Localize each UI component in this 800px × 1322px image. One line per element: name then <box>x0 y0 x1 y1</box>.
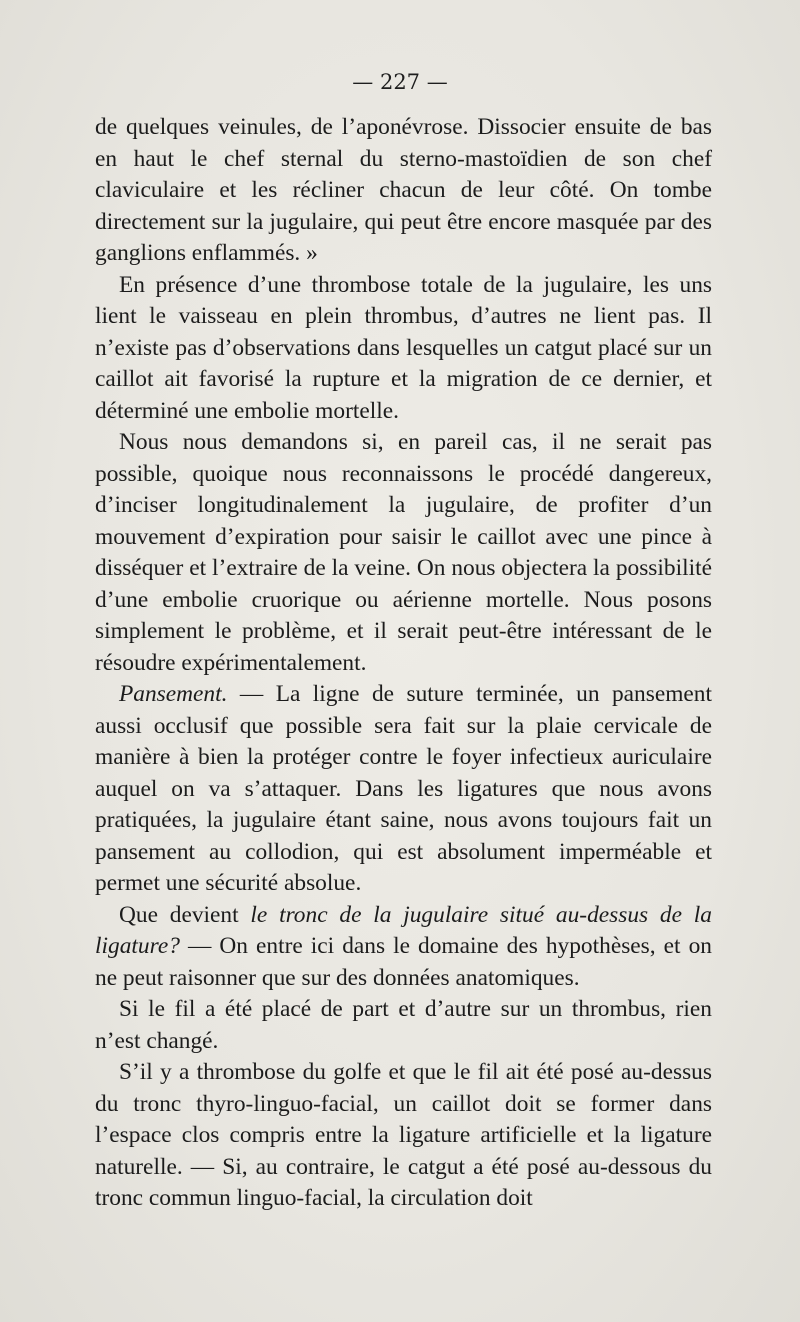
section-heading-pansement: Pansement. <box>119 681 228 707</box>
paragraph-2: En présence d’une thrombose totale de la jugulaire, les uns lient le vaisseau en plein thrombus, d’autres ne lient pas. Il n’existe pas d’observations dans lesquelles un catgut placé sur un caillot ait favorisé la rupture et la migration de ce dernier, et déterminé une embolie mortelle. <box>95 271 712 424</box>
paragraph-5 <box>95 900 712 995</box>
paragraph-5-question: le tronc de la jugulaire situé au-dessus de la ligature? <box>95 901 712 959</box>
paragraph-5-text: — On entre ici dans le domaine des hypothèses, et on ne peut raisonner que sur des données anatomiques. <box>95 933 712 991</box>
paragraph-1: de quelques veinules, de l’aponévrose. Dissocier ensuite de bas en haut le chef sternal du sterno-mastoïdien de son chef claviculaire et les récliner chacun de leur côté. On tombe directement sur la jugulaire, qui peut être encore masquée par des ganglions enflammés. » <box>95 114 712 266</box>
paragraph-4 <box>95 679 712 900</box>
page-number: — 227 — <box>352 70 448 94</box>
paragraph-3: Nous nous demandons si, en pareil cas, il ne serait pas possible, quoique nous reconnaissons le procédé dangereux, d’inciser longitudinalement la jugulaire, de profiter d’un mouvement d’expiration pour saisir le caillot avec une pince à disséquer et l’extraire de la veine. On nous objectera la possibilité d’une embolie cruorique ou aérienne mortelle. Nous posons simplement le problème, et il serait peut-être intéressant de le résoudre expérimentalement. <box>95 429 712 676</box>
body-text <box>95 112 712 1215</box>
paragraph-6: Si le fil a été placé de part et d’autre sur un thrombus, rien n’est changé. <box>95 996 712 1054</box>
paragraph-7: S’il y a thrombose du golfe et que le fil ait été posé au-dessus du tronc thyro-linguo-facial, un caillot doit se former dans l’espace clos compris entre la ligature artificielle et la ligature naturelle. — Si, au contraire, le catgut a été posé au-dessous du tronc commun linguo-facial, la circulation doit <box>95 1059 712 1211</box>
paragraph-5-lead: Que devient <box>119 901 251 928</box>
paragraph-4-text: — La ligne de suture terminée, un pansement aussi occlusif que possible sera fait sur la plaie cervicale de manière à bien la protéger contre le foyer infectieux auriculaire auquel on va s’attaquer. Dans les ligatures que nous avons pratiquées, la jugulaire étant saine, nous avons toujours fait un pansement au collodion, qui est absolument imperméable et permet une sécurité absolue. <box>95 681 712 896</box>
